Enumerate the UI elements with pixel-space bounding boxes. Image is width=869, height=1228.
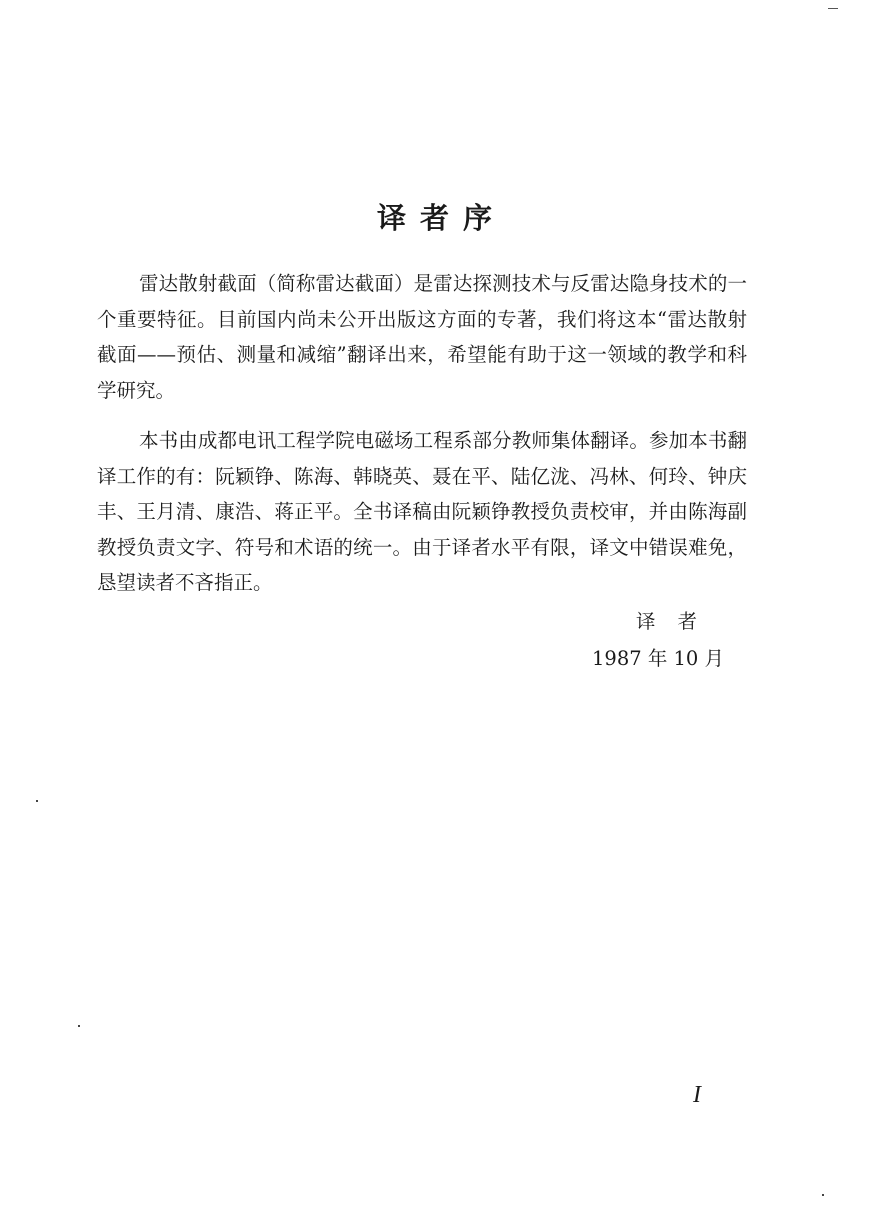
scan-mark — [828, 8, 838, 9]
signature: 译者 — [636, 610, 720, 633]
paragraph-translators: 本书由成都电讯工程学院电磁场工程系部分教师集体翻译。参加本书翻译工作的有：阮颖铮、陈海、韩晓英、聂在平、陆亿泷、冯林、何玲、钟庆丰、王月清、康浩、蒋正平。全书译稿由阮颖铮教授负责校审，并由陈海副教授负责文字、符号和术语的统一。由于译者水平有限，译文中错误难免，恳望读者不吝指正。 — [97, 429, 747, 594]
scan-speck — [78, 1025, 80, 1027]
scan-speck — [36, 800, 38, 802]
scan-speck — [822, 1194, 824, 1196]
page-number: I — [693, 1082, 701, 1108]
page-title: 译者序 — [376, 201, 506, 235]
signature-date: 1987 年 10 月 — [592, 647, 725, 670]
paragraph-intro: 雷达散射截面（简称雷达截面）是雷达探测技术与反雷达隐身技术的一个重要特征。目前国内尚未公开出版这方面的专著，我们将这本“雷达散射截面——预估、测量和减缩”翻译出来，希望能有助于这一领域的教学和科学研究。 — [97, 272, 747, 402]
